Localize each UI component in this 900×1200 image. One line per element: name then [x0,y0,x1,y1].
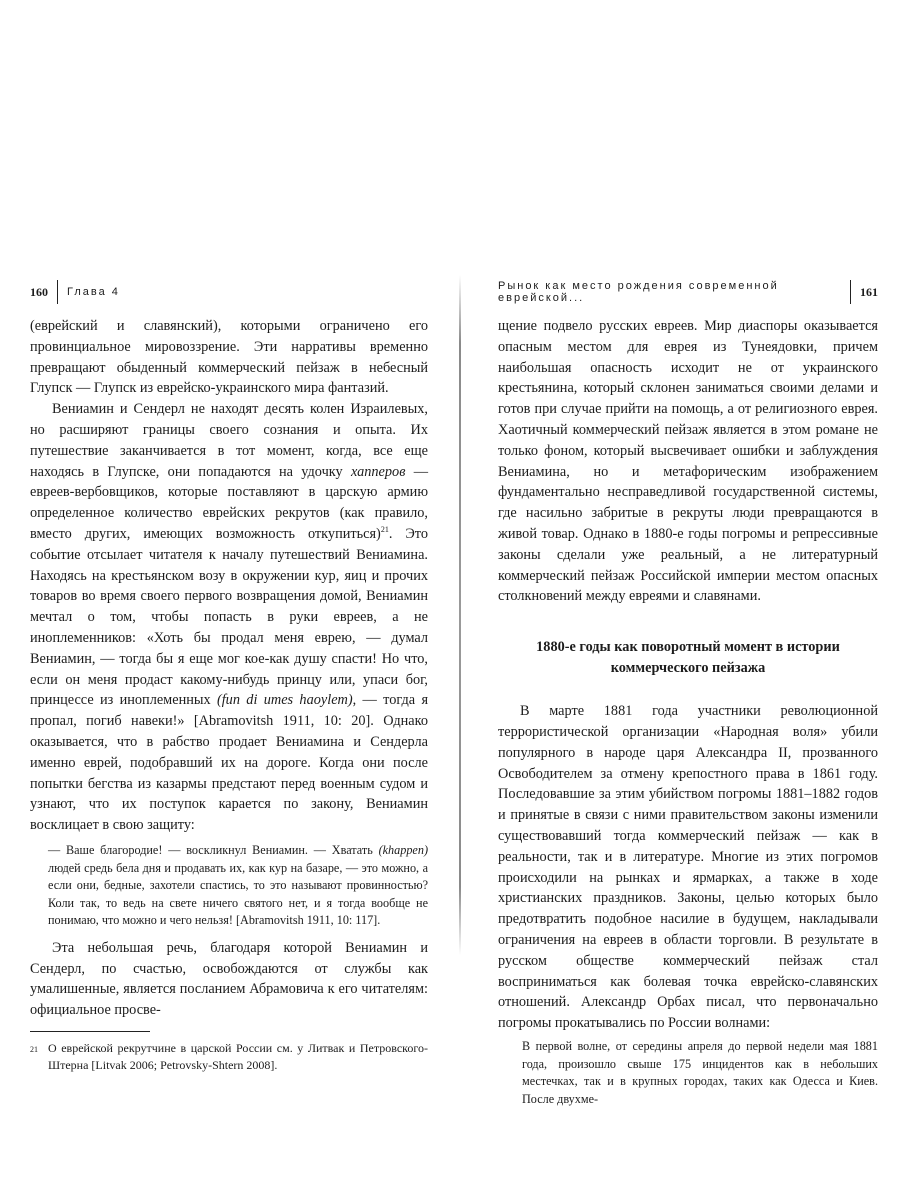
paragraph: В марте 1881 года участники революционной террористической организации «Народная воля» убили популярного в народе царя Александра II, прозванного Освободителем за отмену крепостного права в 1861 году. Последовавшие за этим убийством погромы 1881–1882 годов и принятые в связи с ними правительством законы изменили существовавший тогда коммерческий пейзаж — как в реальности, так и в литературе. Многие из этих погромов происходили на рынках и ярмарках, а также в ходе христианских праздников. Законы, целью которых было предотвратить подобное насилие в будущем, накладывали ограничения на евреев в области торговли. В результате в русском обществе коммерческий пейзаж стал восприниматься как болевая точка еврейско-славянских отношений. Александр Орбах писал, что первоначально погромы прокатывались по России волнами: [498,703,878,1032]
chapter-title: Глава 4 [67,286,120,298]
paragraph: щение подвело русских евреев. Мир диаспоры оказывается опасным местом для еврея из Тунеядовки, причем наибольшая опасность исходит не от украинского крестьянина, который склонен заниматься своими делами и готов при случае прийти на помощь, а от религиозного еврея. Хаотичный коммерческий пейзаж является в этом романе не только фоном, который высвечивает ошибки и заблуждения Вениамина, но и метафорическим изображением фундаментально несправедливой государственной системы, где насильно забритые в рекруты люди превращаются в живой товар. Однако в 1880-е годы погромы и репрессивные законы сделали уже реальный, а не литературный коммерческий пейзаж Российской империи местом опасных столкновений между евреями и славянами. [498,318,878,605]
paragraph-text: , — тогда я пропал, погиб навеки!» [Abramovitsh 1911, 10: 20]. Однако оказывается, что в рабство продает Вениамина и Сендерла именно еврей, подобравший их на дороге. Когда они после попытки бегства из казармы предстают перед военным судом и узнают, что их поступок карается по закону, Вениамин восклицает в свою защиту: [30,692,429,834]
page-number: 160 [30,284,48,299]
block-quote [48,842,428,930]
emphasis-term: (khappen) [378,842,428,857]
paragraph: (еврейский и славянский), которыми ограничено его провинциальное мировоззрение. Эти нарративы временно превращают обыденный коммерческий пейзаж в небесный Глупск — Глупск из еврейско-украинского мира фантазий. [30,318,428,397]
paragraph-text: Вениамин и Сендерл не находят десять колен Израилевых, но расширяют границы своего сознания и опыта. Их путешествие заканчивается в тот момент, когда, все еще находясь в Глупске, они попадаются на удочку [30,401,428,480]
footnote-text: О еврейской рекрутчине в царской России см. у Литвак и Петровского-Штерна [Litvak 2006; Petrovsky-Shtern 2008]. [48,1041,428,1073]
page-number: 161 [860,284,878,299]
chapter-title: Рынок как место рождения современной еврейской... [498,280,779,304]
book-gutter [459,275,461,955]
footnote-number: 21 [30,1045,38,1055]
footnote-reference[interactable]: 21 [380,525,389,535]
paragraph-text: . Это событие отсылает читателя к началу путешествий Вениамина. Находясь на крестьянском возу в окружении кур, яиц и прочих товаров во время своего первого возвращения домой, Вениамин мечтал о том, чтобы попасть в руки евреев, а не иноплеменников: «Хоть бы продал меня еврею, — думал Вениамин, — тогда бы я еще мог кое-как душу спасти! Но что, если он меня продаст какому-нибудь принцу или, упаси бог, принцессе из иноплеменных [30,525,428,709]
emphasis-term: (fun di umes haoylem) [216,692,353,709]
emphasis-term: хапперов [350,463,406,480]
block-quote: В первой волне, от середины апреля до первой недели мая 1881 года, произошло свыше 175 инцидентов как в небольших местечках, так и в крупных городах, таких как Одесса и Киев. После двухме- [522,1038,878,1106]
right-running-head [498,280,878,304]
right-page [498,280,878,1116]
footnote [30,1040,428,1074]
quote-text: людей средь бела дня и продавать их, как кур на базаре, — это можно, а если они, бедные, захотели спастись, то это называют провинностью? Коли так, то ведь на свете ничего святого нет, и я тогда вообще не понимаю, что можно и чего нельзя! [Abramovitsh 1911, 10: 117]. [48,860,428,928]
paragraph: Эта небольшая речь, благодаря которой Вениамин и Сендерл, по счастью, освобождаются от службы как умалишенные, является посланием Абрамовича к его читателям: официальное просве- [30,939,428,1019]
footnote-divider [30,1031,150,1032]
left-running-head [30,280,428,304]
paragraph [30,399,428,836]
paragraph-text: — евреев-вербовщиков, которые поставляют в царскую армию определенное количество еврейских рекрутов (как правило, вместо других, имеющих возможность откупиться) [30,463,428,542]
quote-text: — Ваше благородие! — воскликнул Вениамин. — Хватать [48,842,379,857]
left-page [30,280,428,1074]
running-head-divider [57,280,58,304]
section-heading: 1880-е годы как поворотный момент в истории коммерческого пейзажа [536,639,840,677]
running-head-divider [850,280,851,304]
